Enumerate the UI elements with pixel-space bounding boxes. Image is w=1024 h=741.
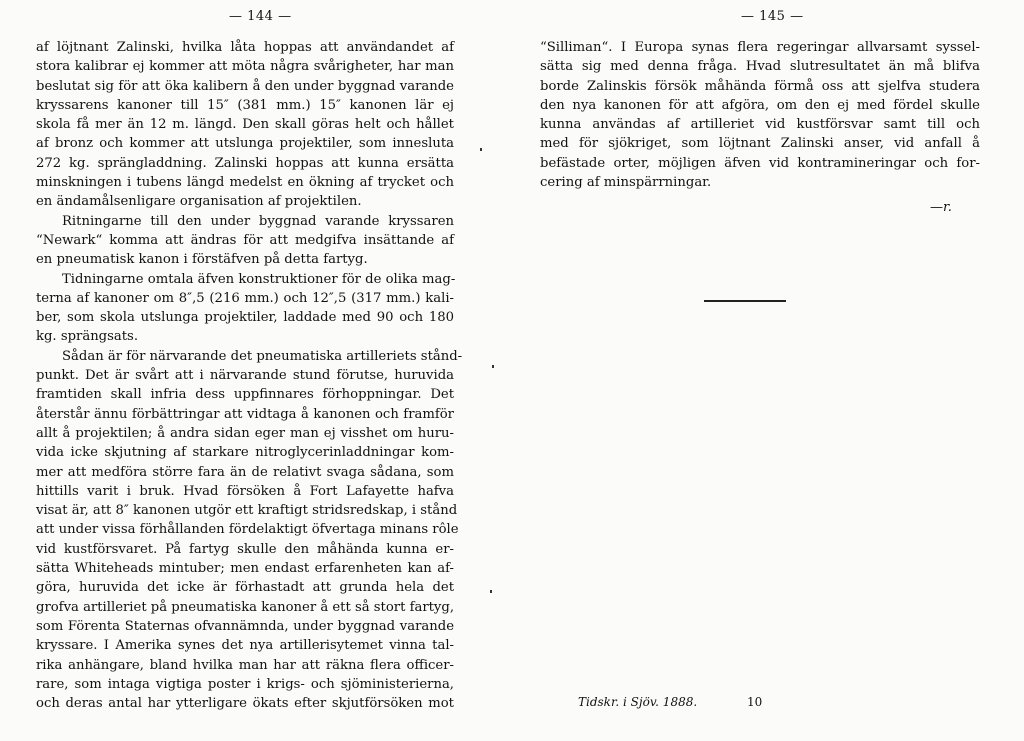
text-line: med för sjökriget, som löjtnant Zalinski anser, vid anfall å	[540, 136, 980, 152]
text-line: punkt. Det är svårt att i närvarande stund förutse, huruvida	[36, 368, 454, 384]
text-line: sätta Whiteheads mintuber; men endast erfarenheten kan af-	[36, 561, 454, 577]
text-line: allt å projektilen; å andra sidan eger man ej visshet om huru-	[36, 425, 454, 441]
text-line: Sådan är för närvarande det pneumatiska artilleriets stånd-	[62, 348, 463, 364]
text-line: sätta sig med denna fråga. Hvad slutresultatet än må blifva	[540, 59, 980, 75]
text-line: ber, som skola utslunga projektiler, laddade med 90 och 180	[36, 310, 454, 326]
text-line: Tidningarne omtala äfven konstruktioner för de olika mag-	[62, 271, 456, 287]
text-line: beslutat sig för att öka kalibern å den under byggnad varande	[36, 78, 454, 94]
text-line: en pneumatisk kanon i förstäfven på detta fartyg.	[36, 252, 368, 268]
text-line: “Newark“ komma att ändras för att medgifva insättande af	[36, 232, 454, 248]
text-line: framtiden skall infria dess uppfinnares förhoppningar. Det	[36, 387, 454, 403]
text-line: af löjtnant Zalinski, hvilka låta hoppas att användandet af	[36, 40, 454, 55]
text-line: “Silliman“. I Europa synas flera regeringar allvarsamt syssel-	[540, 40, 980, 55]
text-line: af bronz och kommer att utslunga projektiler, som innesluta	[36, 136, 454, 152]
text-line: vida icke skjutning af starkare nitroglycerinladdningar kom-	[36, 445, 454, 461]
left-page	[0, 0, 510, 741]
text-line: kg. sprängsats.	[36, 329, 139, 345]
sheet-number: 10	[747, 695, 763, 709]
text-line: kryssarens kanoner till 15″ (381 mm.) 15″ kanonen lär ej	[36, 97, 454, 113]
text-line: 272 kg. sprängladdning. Zalinski hoppas att kunna ersätta	[36, 155, 454, 171]
text-line: och deras antal har ytterligare ökats efter skjutförsöken mot	[36, 696, 454, 712]
text-line: att under vissa förhållanden fördelaktigt öfvertaga minans rôle	[36, 522, 459, 538]
text-line: skola få mer än 12 m. längd. Den skall göras helt och hållet	[36, 117, 454, 133]
text-line: grofva artilleriet på pneumatiska kanoner å ett så stort fartyg,	[36, 599, 455, 615]
text-line: mer att medföra större fara än de relativt svaga sådana, som	[36, 464, 454, 480]
text-line: kryssare. I Amerika synes det nya artillerisytemet vinna tal-	[36, 638, 454, 654]
text-line: terna af kanoner om 8″,5 (216 mm.) och 12″,5 (317 mm.) kali-	[36, 290, 454, 306]
text-line: Ritningarne till den under byggnad varande kryssaren	[62, 213, 454, 229]
text-line: en ändamålsenligare organisation af projektilen.	[36, 194, 362, 210]
text-line: befästade orter, möjligen äfven vid kontramineringar och for-	[540, 155, 980, 171]
left-page-body	[36, 38, 463, 713]
text-line: minskningen i tubens längd medelst en ökning af trycket och	[36, 175, 454, 191]
journal-footer: Tidskr. i Sjöv. 1888.	[578, 695, 698, 709]
page-number-right: — 145 —	[741, 9, 804, 24]
text-line: rare, som intaga vigtiga poster i krigs- och sjöministerierna,	[36, 676, 454, 692]
page-number-left: — 144 —	[229, 9, 292, 24]
text-line: stora kalibrar ej kommer att möta några svårigheter, har man	[36, 59, 454, 75]
text-line: borde Zalinskis försök måhända förmå oss att sjelfva studera	[540, 78, 980, 94]
text-line: hittills varit i bruk. Hvad försöken å Fort Lafayette hafva	[36, 483, 454, 499]
text-line: cering af minspärrningar.	[540, 175, 712, 191]
print-speck	[480, 148, 482, 151]
text-line: göra, huruvida det icke är förhastadt att grunda hela det	[36, 580, 454, 596]
right-page	[512, 0, 1024, 741]
author-signature: —r.	[930, 200, 952, 215]
text-line: vid kustförsvaret. På fartyg skulle den måhända kunna er-	[36, 541, 454, 557]
print-speck	[490, 590, 492, 593]
text-line: kunna användas af artilleriet vid kustförsvar samt till och	[540, 117, 980, 133]
print-speck	[492, 365, 494, 368]
section-divider	[704, 300, 786, 302]
text-line: den nya kanonen för att afgöra, om den ej med fördel skulle	[540, 97, 980, 113]
right-page-body	[540, 38, 980, 192]
text-line: som Förenta Staternas ofvannämnda, under byggnad varande	[36, 618, 454, 634]
text-line: återstår ännu förbättringar att vidtaga å kanonen och framför	[36, 406, 454, 422]
text-line: rika anhängare, bland hvilka man har att räkna flera officer-	[36, 657, 454, 673]
text-line: visat är, att 8″ kanonen utgör ett kraftigt stridsredskap, i stånd	[36, 503, 458, 519]
